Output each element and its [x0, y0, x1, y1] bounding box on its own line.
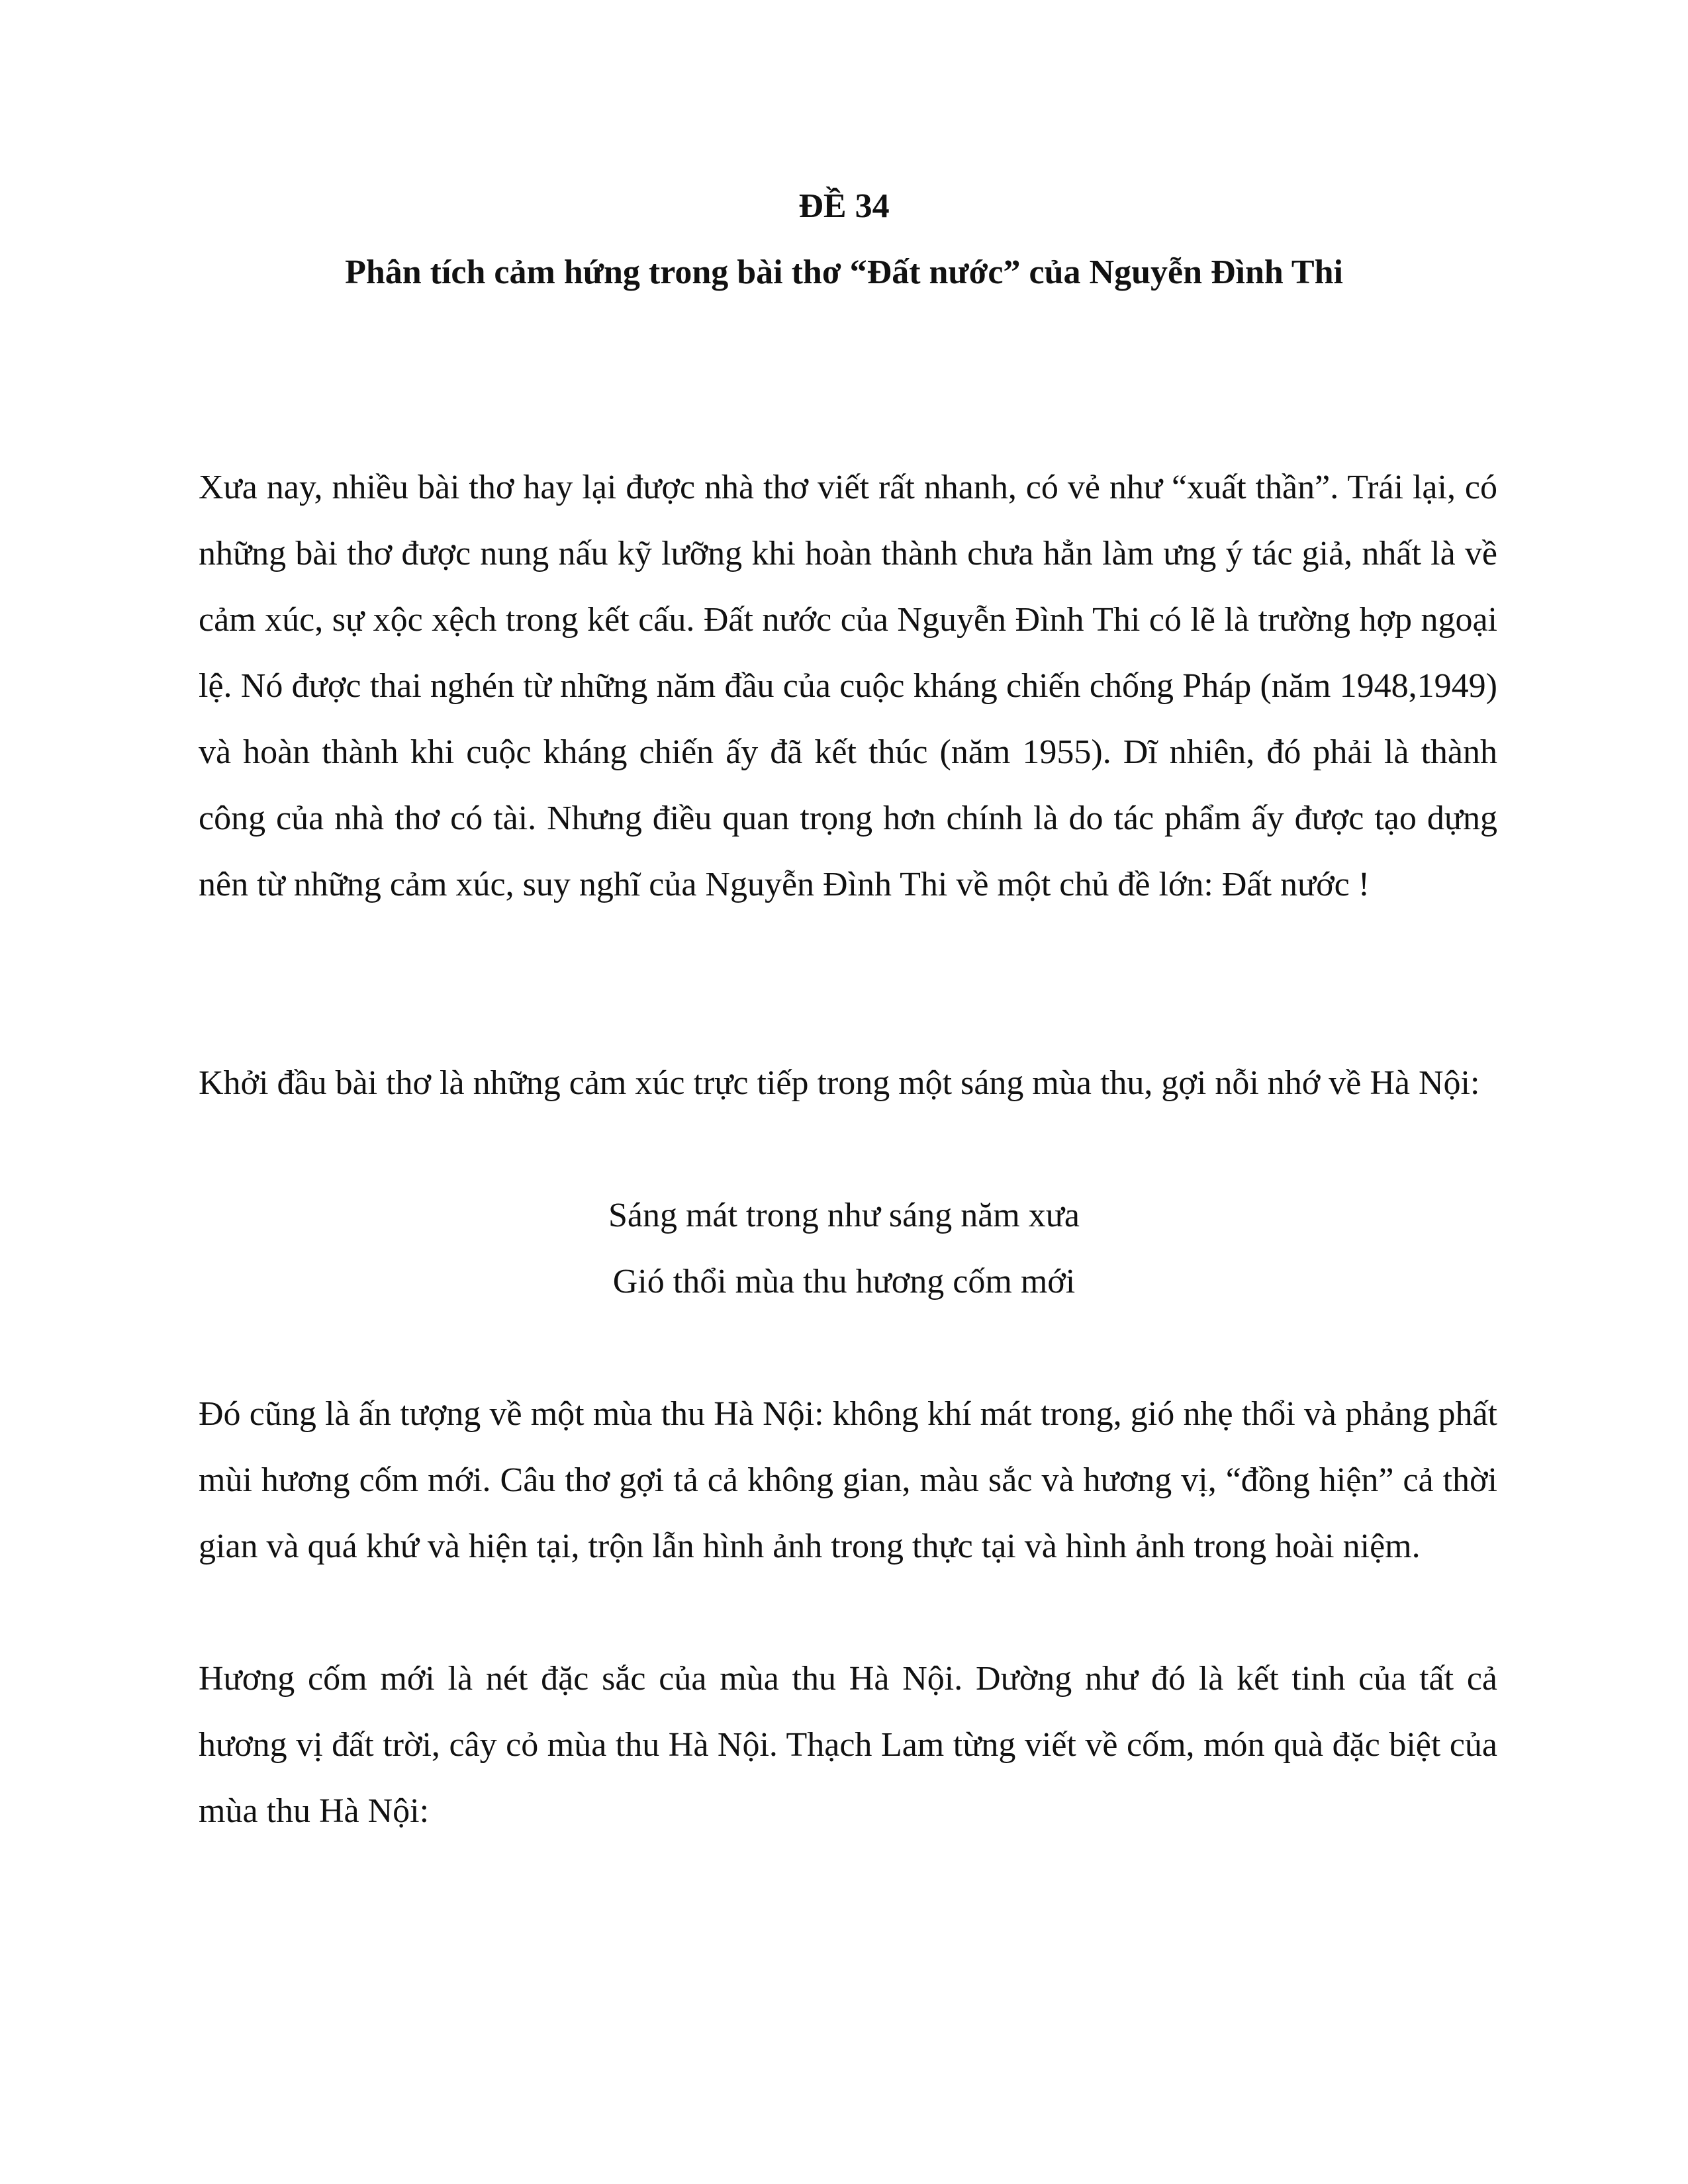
paragraph-impression: Đó cũng là ấn tượng về một mùa thu Hà Nội: không khí mát trong, gió nhẹ thổi và phảng phất mùi hương cốm mới. Câu thơ gợi tả cả không gian, màu sắc và hương vị, “đồng hiện” cả thời gian và quá khứ và hiện tại, trộn lẫn hình ảnh trong thực tại và hình ảnh trong hoài niệm.	[199, 1395, 1497, 1565]
poem-line-2: Gió thổi mùa thu hương cốm mới	[612, 1263, 1076, 1300]
poem-line-1: Sáng mát trong như sáng năm xưa	[608, 1197, 1080, 1234]
paragraph-intro: Xưa nay, nhiều bài thơ hay lại được nhà thơ viết rất nhanh, có vẻ như “xuất thần”. Trái lại, có những bài thơ được nung nấu kỹ lưỡng khi hoàn thành chưa hẳn làm ưng ý tác giả, nhất là về cảm xúc, sự xộc xệch trong kết cấu. Đất nước của Nguyễn Đình Thi có lẽ là trường hợp ngoại lệ. Nó được thai nghén từ những năm đầu của cuộc kháng chiến chống Pháp (năm 1948,1949) và hoàn thành khi cuộc kháng chiến ấy đã kết thúc (năm 1955). Dĩ nhiên, đó phải là thành công của nhà thơ có tài. Nhưng điều quan trọng hơn chính là do tác phẩm ấy được tạo dựng nên từ những cảm xúc, suy nghĩ của Nguyễn Đình Thi về một chủ đề lớn: Đất nước !	[199, 469, 1497, 903]
heading-title: Phân tích cảm hứng trong bài thơ “Đất nước” của Nguyễn Đình Thi	[345, 253, 1343, 291]
paragraph-opening: Khởi đầu bài thơ là những cảm xúc trực tiếp trong một sáng mùa thu, gợi nỗi nhớ về Hà Nội:	[199, 1064, 1480, 1102]
paragraph-huong-com: Hương cốm mới là nét đặc sắc của mùa thu Hà Nội. Dường như đó là kết tinh của tất cả hương vị đất trời, cây cỏ mùa thu Hà Nội. Thạch Lam từng viết về cốm, món quà đặc biệt của mùa thu Hà Nội:	[199, 1660, 1497, 1830]
heading-number: ĐỀ 34	[798, 187, 890, 225]
poem-quote	[0, 1183, 1688, 1315]
